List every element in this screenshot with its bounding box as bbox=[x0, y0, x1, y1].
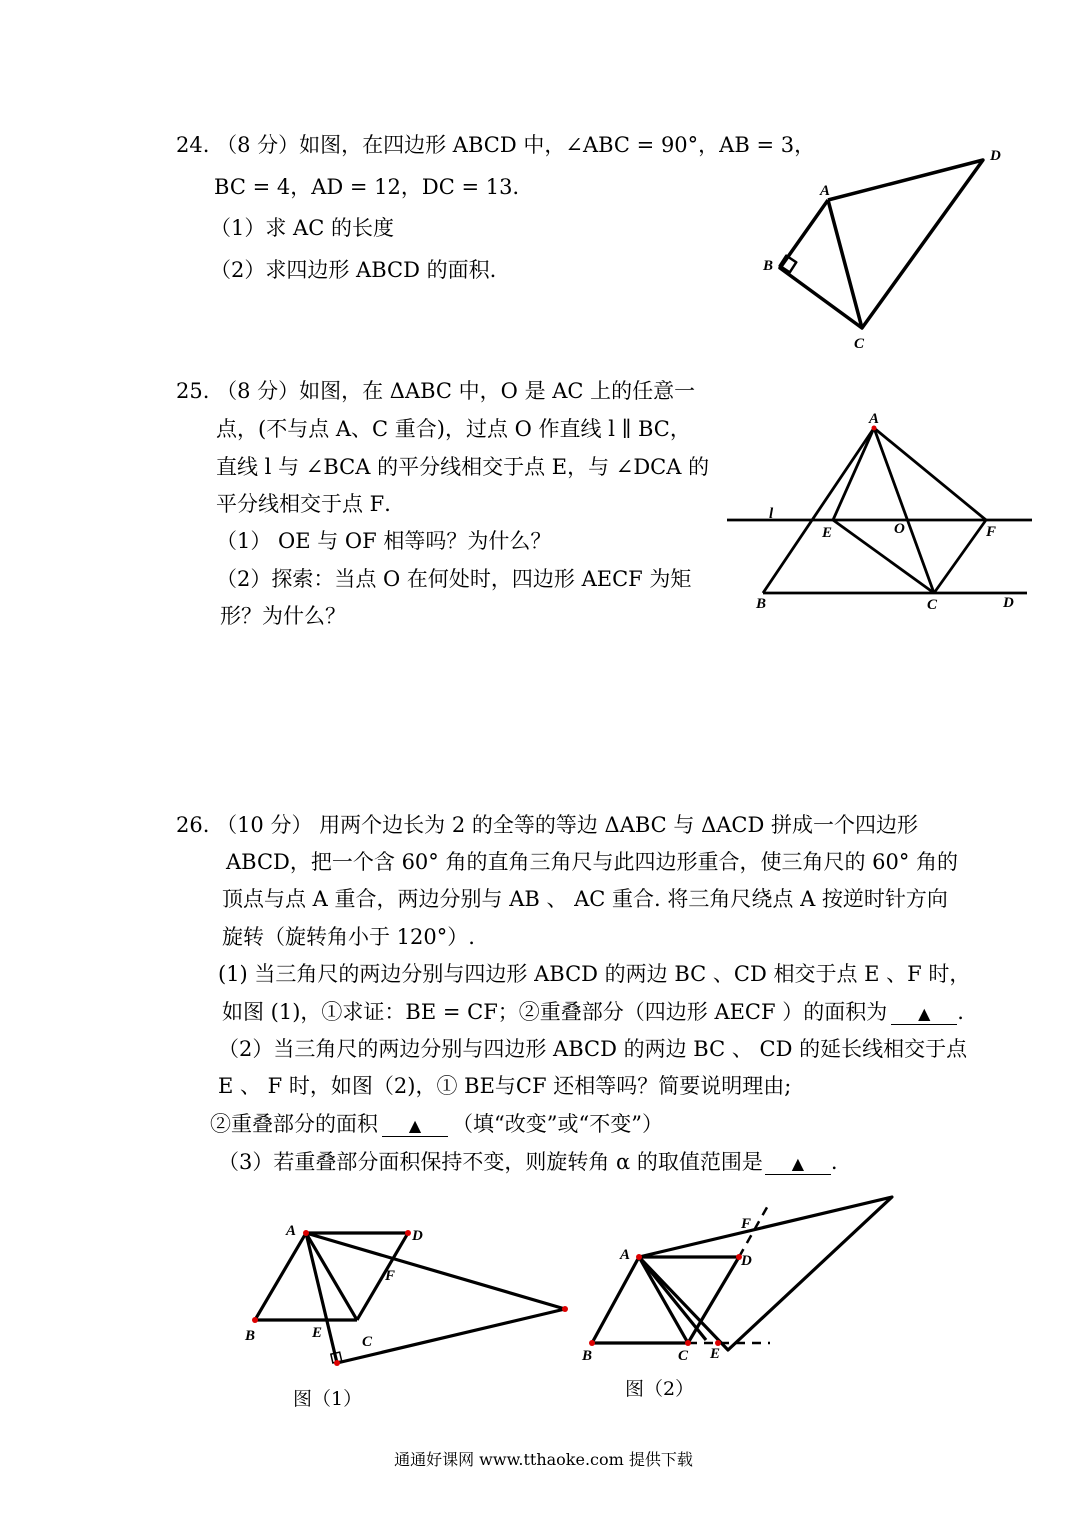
q26-line-9-end: （填“改变”或“不变”） bbox=[452, 1112, 663, 1136]
q25-label-c: C bbox=[927, 597, 938, 613]
fig2-label-e: E bbox=[710, 1346, 721, 1362]
fig1-label-d: D bbox=[412, 1228, 423, 1244]
q26-line-7: （2）当三角尺的两边分别与四边形 ABCD 的两边 BC 、 CD 的延长线相交于点 bbox=[218, 1037, 968, 1061]
q25-line-3: 直线 l 与 ∠BCA 的平分线相交于点 E，与 ∠DCA 的 bbox=[216, 455, 710, 479]
q25-label-a: A bbox=[869, 411, 880, 427]
q26-line-9-text: ②重叠部分的面积 bbox=[210, 1112, 378, 1136]
fig1-label-f: F bbox=[385, 1268, 396, 1284]
q26-line-1: 26. （10 分） 用两个边长为 2 的全等的等边 ΔABC 与 ΔACD 拼成一个四边形 bbox=[176, 813, 919, 837]
point-b bbox=[589, 1340, 595, 1346]
q25-label-e: E bbox=[822, 525, 833, 541]
q26-line-4: 旋转（旋转角小于 120°）. bbox=[222, 925, 475, 949]
q25-label-b: B bbox=[756, 596, 767, 612]
fig1-label-b: B bbox=[245, 1328, 256, 1344]
fig1-label-e: E bbox=[312, 1325, 323, 1341]
fig2-label-a: A bbox=[620, 1247, 631, 1263]
fig1-label-c: C bbox=[362, 1334, 373, 1350]
figure-2-caption: 图（2） bbox=[625, 1378, 695, 1400]
q25-line-7: 形？为什么？ bbox=[220, 604, 346, 628]
q24-line-1: 24. （8 分）如图，在四边形 ABCD 中，∠ABC = 90°，AB = 3， bbox=[176, 133, 816, 157]
q26-line-8: E 、 F 时，如图（2)，① BE与CF 还相等吗？简要说明理由; bbox=[218, 1074, 792, 1098]
q25-label-d: D bbox=[1003, 595, 1014, 611]
q25-label-o: O bbox=[894, 521, 905, 537]
q25-line-1: 25. （8 分）如图，在 ΔABC 中，O 是 AC 上的任意一 bbox=[176, 379, 696, 403]
q26-line-10-text: （3）若重叠部分面积保持不变，则旋转角 α 的取值范围是 bbox=[218, 1150, 763, 1174]
q26-line-6-end: . bbox=[957, 1000, 964, 1024]
q25-line-5: （1） OE 与 OF 相等吗？为什么？ bbox=[216, 529, 552, 553]
q24-label-a: A bbox=[820, 183, 831, 199]
answer-blank-range: ▲ bbox=[765, 1154, 831, 1175]
q24-label-c: C bbox=[854, 336, 865, 352]
q24-line-2: BC = 4，AD = 12，DC = 13． bbox=[214, 175, 534, 199]
point-a bbox=[636, 1254, 642, 1260]
q25-label-l: l bbox=[769, 506, 774, 522]
q24-line-4: （2）求四边形 ABCD 的面积. bbox=[210, 258, 497, 282]
q26-line-10-end: . bbox=[830, 1150, 838, 1174]
q24-label-b: B bbox=[763, 258, 774, 274]
footer-credit: 通通好课网 www.tthaoke.com 提供下载 bbox=[394, 1450, 693, 1469]
side-ab bbox=[592, 1257, 639, 1343]
q25-line-2: 点，(不与点 A、C 重合)，过点 O 作直线 l ∥ BC， bbox=[216, 417, 691, 441]
q25-label-f: F bbox=[986, 524, 997, 540]
q24-line-3: （1）求 AC 的长度 bbox=[210, 216, 394, 240]
q26-line-2: ABCD，把一个含 60° 角的直角三角尺与此四边形重合，使三角尺的 60° 角的 bbox=[226, 850, 959, 874]
q26-line-5: (1) 当三角尺的两边分别与四边形 ABCD 的两边 BC 、CD 相交于点 E 、F 时， bbox=[218, 962, 971, 986]
q25-line-4: 平分线相交于点 F． bbox=[216, 492, 406, 516]
fig2-label-f: F bbox=[741, 1216, 752, 1232]
q26-line-3: 顶点与点 A 重合，两边分别与 AB 、 AC 重合. 将三角尺绕点 A 按逆时针方向 bbox=[222, 887, 948, 911]
q26-line-6-text: 如图 (1)，①求证：BE = CF；②重叠部分（四边形 AECF ）的面积为 bbox=[222, 1000, 888, 1024]
point-c bbox=[685, 1340, 691, 1346]
fig1-label-a: A bbox=[286, 1223, 297, 1239]
answer-blank-change: ▲ bbox=[382, 1116, 448, 1137]
figure-1-caption: 图（1） bbox=[293, 1388, 363, 1410]
answer-blank-area: ▲ bbox=[891, 1004, 957, 1025]
q25-line-6: （2）探索：当点 O 在何处时，四边形 AECF 为矩 bbox=[216, 567, 692, 591]
triangle-ruler bbox=[639, 1197, 892, 1350]
side-dc bbox=[688, 1257, 739, 1343]
fig2-label-c: C bbox=[678, 1348, 689, 1364]
fig2-label-d: D bbox=[741, 1253, 752, 1269]
fig2-label-b: B bbox=[582, 1348, 593, 1364]
q24-label-d: D bbox=[990, 148, 1001, 164]
